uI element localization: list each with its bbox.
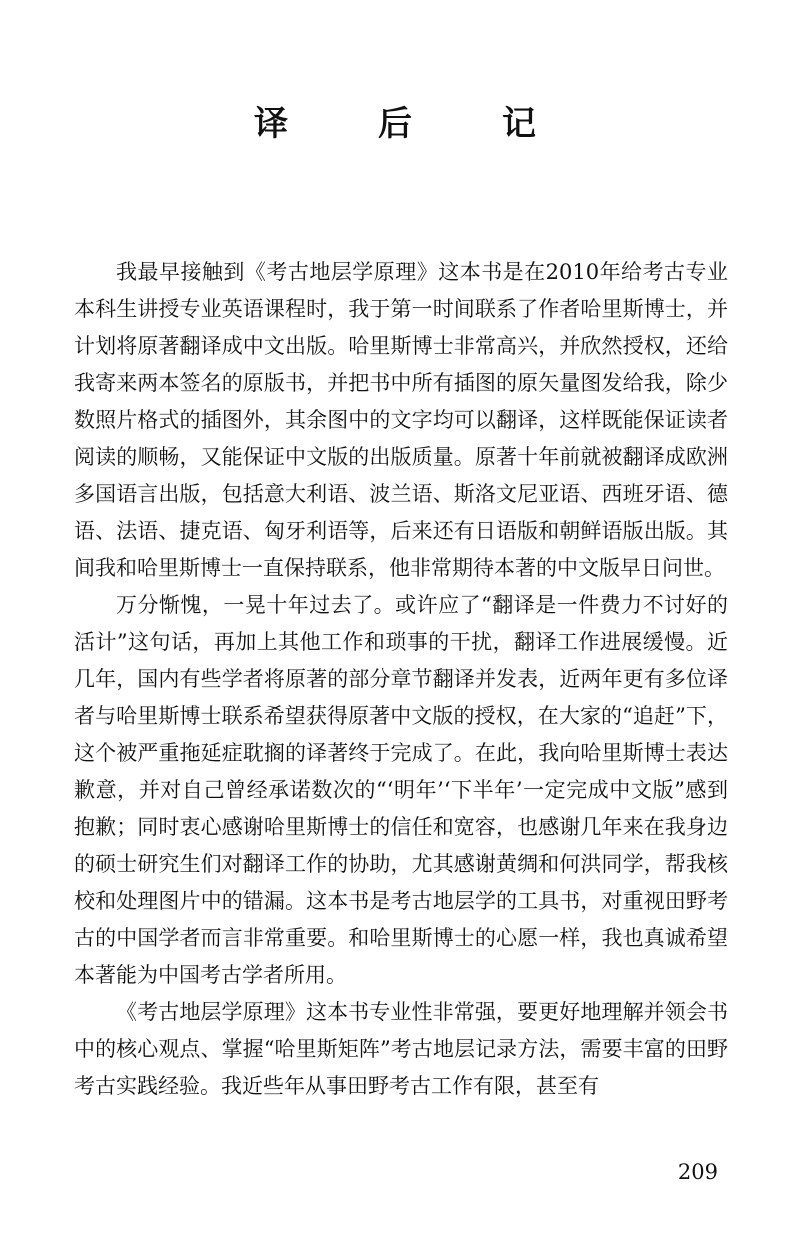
body-text: [74, 254, 728, 1105]
paragraph-2: 万分惭愧，一晃十年过去了。或许应了“翻译是一件费力不讨好的活计”这句话，再加上其他工作和琐事的干扰，翻译工作进展缓慢。近几年，国内有些学者将原著的部分章节翻译并发表，近两年更有多位译者与哈里斯博士联系希望获得原著中文版的授权，在大家的“追赶”下，这个被严重拖延症耽搁的译著终于完成了。在此，我向哈里斯博士表达歉意，并对自己曾经承诺数次的“‘明年’‘下半年’一定完成中文版”感到抱歉；同时衷心感谢哈里斯博士的信任和宽容，也感谢几年来在我身边的硕士研究生们对翻译工作的协助，尤其感谢黄绸和何洪同学，帮我核校和处理图片中的错漏。这本书是考古地层学的工具书，对重视田野考古的中国学者而言非常重要。和哈里斯博士的心愿一样，我也真诚希望本著能为中国考古学者所用。: [74, 593, 728, 987]
paragraph-1: 我最早接触到《考古地层学原理》这本书是在2010年给考古专业本科生讲授专业英语课程时，我于第一时间联系了作者哈里斯博士，并计划将原著翻译成中文出版。哈里斯博士非常高兴，并欣然授权，还给我寄来两本签名的原版书，并把书中所有插图的原矢量图发给我，除少数照片格式的插图外，其余图中的文字均可以翻译，这样既能保证读者阅读的顺畅，又能保证中文版的出版质量。原著十年前就被翻译成欧洲多国语言出版，包括意大利语、波兰语、斯洛文尼亚语、西班牙语、德语、法语、捷克语、匈牙利语等，后来还有日语版和朝鲜语版出版。其间我和哈里斯博士一直保持联系，他非常期待本著的中文版早日问世。: [74, 260, 728, 580]
chapter-title: 译 后 记: [254, 104, 564, 144]
paragraph-3: 《考古地层学原理》这本书专业性非常强，要更好地理解并领会书中的核心观点、掌握“哈里斯矩阵”考古地层记录方法，需要丰富的田野考古实践经验。我近些年从事田野考古工作有限，甚至有: [74, 1000, 728, 1098]
page-number: 209: [677, 1160, 718, 1184]
